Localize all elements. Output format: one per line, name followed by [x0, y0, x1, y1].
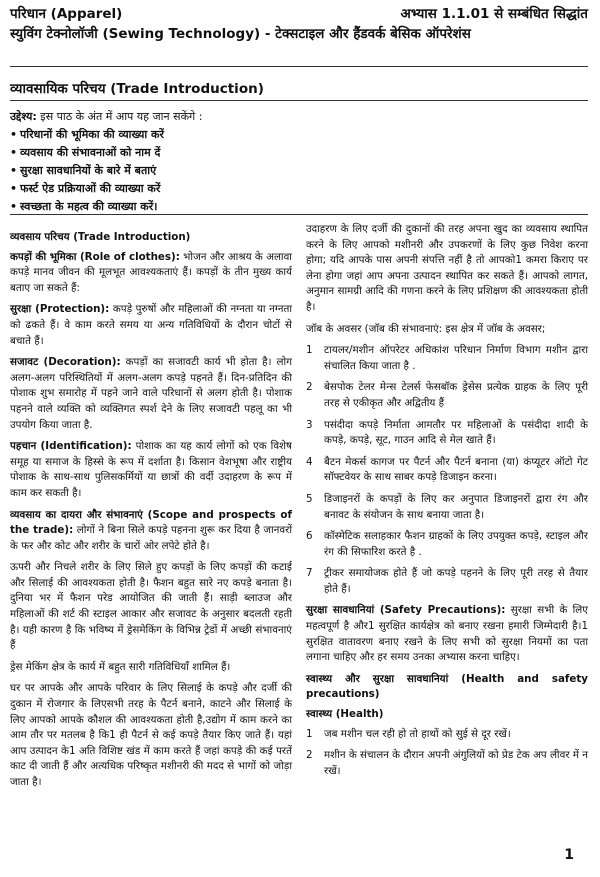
health-heading: स्वास्थ्य (Health): [306, 708, 384, 721]
objective-item: • फर्स्ट ऐड प्रक्रियाओं की व्याख्या करें: [10, 180, 570, 198]
protection-paragraph: सुरक्षा (Protection): कपड़े पुरुषों और महिलाओं की नग्नता या नग्नता को ढकते हैं। वे काम करते समय या अन्य गतिविधियों के दौरान चोटों से बचाते हैं।: [10, 303, 293, 347]
objectives-intro: इस पाठ के अंत में आप यह जान सकेंगे :: [36, 110, 203, 123]
objectives-label: उद्देश्य:: [10, 110, 37, 123]
list-item: 2 मशीन के संचालन के दौरान अपनी अंगुलियों को प्रेड टेक अप लीवर में न रखें।: [306, 749, 588, 777]
title-divider: [10, 100, 588, 101]
list-item: 1 जब मशीन चल रही हो तो हाथों को सुई से दूर रखें।: [306, 727, 511, 740]
dressmaking-paragraph: ड्रेस मेकिंग क्षेत्र के कार्य में बहुत सारी गतिविधियाँ शामिल हैं।: [10, 660, 231, 673]
objective-item: • स्वच्छता के महत्व की व्याख्या करें।: [10, 198, 570, 216]
course-line: स्युविंग टेक्नोलॉजी (Sewing Technology) - टेक्सटाइल और हैंडवर्क बेसिक ऑपरेशंस: [10, 26, 471, 42]
jobs-intro: जॉब के अवसर (जॉब की संभावनाएं: इस क्षेत्र में जॉब के अवसर;: [306, 322, 546, 335]
objective-item: • सुरक्षा सावधानियों के बारे में बताएं: [10, 162, 570, 180]
scope-paragraph: व्यवसाय का दायरा और संभावनाएं (Scope and prospects of the trade): लोगों ने बिना सिले कपड़े पहनना शुरू कर दिया है जानवरों के फर और कोट और शरीर के चारों ओर लपेटे होते है।: [10, 508, 292, 552]
objectives-block: [10, 108, 570, 216]
skills-paragraph: घर पर आपके और आपके परिवार के लिए सिलाई के कपड़े और दर्जी की दुकान में रोजगार के लिएसभी तरह के पैटर्न बनाने, काटने और सिलाई के लिए आपको आपके कौशल की आवश्यकता होती है,उद्योग में काम करने का आम तौर पर मतलब है कि1 ही पैटर्न से कई कपड़े तैयार किए जाते हैं। यहां आप उत्पादन के1 अति विशिष्ट खंड में काम करते हैं जहां कपड़े की कई परतें काट दी जाती हैं और अत्यधिक परिष्कृत मशीनरी की मदद से भागों को जोड़ा जाता है।: [10, 682, 292, 788]
role-of-clothes-paragraph: कपड़ों की भूमिका (Role of clothes): भोजन और आश्रय के अलावा कपड़े मानव जीवन की मूलभूत आवश्यकताएं हैं। कपड़ों के तीन मुख्य कार्य बताए जा सकते हैं:: [10, 250, 292, 294]
tailoring-paragraph: ऊपरी और निचले शरीर के लिए सिले हुए कपड़ों के लिए कपड़ों की कटाई और सिलाई की आवश्यकता होती है। फैशन बहुत सारे नए कपड़े बनाता है। दुनिया भर में फैशन परेड आयोजित की जाती हैं। साड़ी ब्लाउज और महिलाओं की शर्ट की स्टाइल आकार और सजावट के अनुसार बदलती रहती है। यही कारण है कि भविष्य में ड्रेसमेकिंग के विभिन्न ट्रेडों में अच्छी संभावनाएं हैं: [10, 561, 292, 652]
objective-item: • परिधानों की भूमिका की व्याख्या करें: [10, 126, 570, 144]
list-item: 5 डिजाइनरों के कपड़ों के लिए कर अनुपात डिजाइनरों द्वारा रंग और बनावट के संयोजन के साथ बनाया जाता है।: [306, 492, 588, 521]
objective-item: • व्यवसाय की संभावनाओं को नाम दें: [10, 144, 570, 162]
business-paragraph: उदाहरण के लिए दर्जी की दुकानों की तरह अपना खुद का व्यवसाय स्थापित करने के लिए आपको मशीनरी और उपकरणों के लिए कुछ निवेश करना होगा; यदि आपके पास अपनी संपत्ति नहीं है तो आपको1 कमरा किराए पर लेना होगा जहां आप अपना उत्पादन स्थापित कर सकते हैं। आपको लागत, अनुमान सामग्री आदि की गणना करने के लिए प्रशिक्षण की आवश्यकता होती है।: [306, 223, 588, 313]
page-header: [10, 4, 588, 64]
list-item: 7 ट्रीकर समायोजक होते हैं जो कपड़े पहनने के लिए पूरी तरह से तैयार होते हैं।: [306, 567, 588, 595]
section-title: व्यावसायिक परिचय (Trade Introduction): [10, 81, 264, 97]
category-label: परिधान (Apparel): [10, 6, 123, 22]
list-item: 1 टायलर/मशीन ऑपरेटर अधिकांश परिधान निर्माण विभाग मशीन द्वारा संचालित किया जाता है .: [306, 344, 588, 372]
list-item: 3 पसंदीदा कपड़े निर्माता आमतौर पर महिलाओं के पसंदीदा शादी के कपड़े, कपड़े, सूट, गाउन आदि से मेल खाते हैं।: [306, 418, 588, 447]
objectives-list: [10, 126, 570, 216]
health-safety-heading: स्वास्थ्य और सुरक्षा सावधानियां (Health and safety precautions): [306, 672, 588, 701]
list-item: 2 बेसपोक टेलर मेन्स टेलर्स फेसबॉक ड्रेसेस प्रत्येक ग्राहक के लिए पूरी तरह से एकीकृत और अद्वितीय हैं: [306, 381, 588, 409]
lesson-reference: अभ्यास 1.1.01 से सम्बंधित सिद्धांत: [400, 6, 588, 22]
right-column: [306, 222, 588, 785]
jobs-list: [306, 343, 588, 597]
decoration-paragraph: सजावट (Decoration): कपड़ों का सजावटी कार्य भी होता है। लोग अलग-अलग परिस्थितियों में अलग-अलग कपड़े पहनते हैं। दिन-प्रतिदिन की पोशाक शुभ समारोह में पहने जाने वाले परिधानों से अलग होती है। पोशाक पहनने वाले व्यक्ति को व्यक्तिगत स्पर्श देने के लिए सजावटी पहलू का भी उपयोग किया जाता है.: [10, 356, 292, 431]
health-list: [306, 727, 588, 780]
list-item: 4 बैटन मेकर्स कागज पर पैटर्न और पैटर्न बनाना (या) कंप्यूटर ऑटो गेट सॉफ्टवेयर के साथ साबर कपड़े डिजाइन करना।: [306, 455, 588, 484]
page-number: 1: [564, 847, 574, 863]
list-item: 6 कॉस्मेटिक सलाहकार फैशन ग्राहकों के लिए उपयुक्त कपड़े, स्टाइल और रंग की सिफारिश करते है .: [306, 530, 588, 558]
objectives-divider: [10, 214, 588, 215]
left-heading: व्यवसाय परिचय (Trade Introduction): [10, 231, 191, 243]
safety-paragraph: सुरक्षा सावधानियां (Safety Precautions): सुरक्षा सभी के लिए महत्वपूर्ण है और1 सुरक्षित कार्यक्षेत्र को बनाए रखना हमारी जिम्मेदारी है।1 सुरक्षित वातावरण बनाए रखने के लिए सभी को सुरक्षा नियमों का पता लगाना चाहिए और हर समय उनका अभ्यास करना चाहिए।: [306, 604, 588, 664]
identification-paragraph: पहचान (Identification): पोशाक का यह कार्य लोगों को एक विशेष समूह या समाज के हिस्से के रूप में दर्शाता है। किसान वेशभूषा और राष्ट्रीय पोशाक के साथ-साथ पुलिसकर्मियों या छात्रों की वर्दी उदाहरण के रूप में काम कर सकती है।: [10, 440, 292, 499]
left-column: [10, 230, 292, 797]
header-divider: [10, 66, 588, 67]
